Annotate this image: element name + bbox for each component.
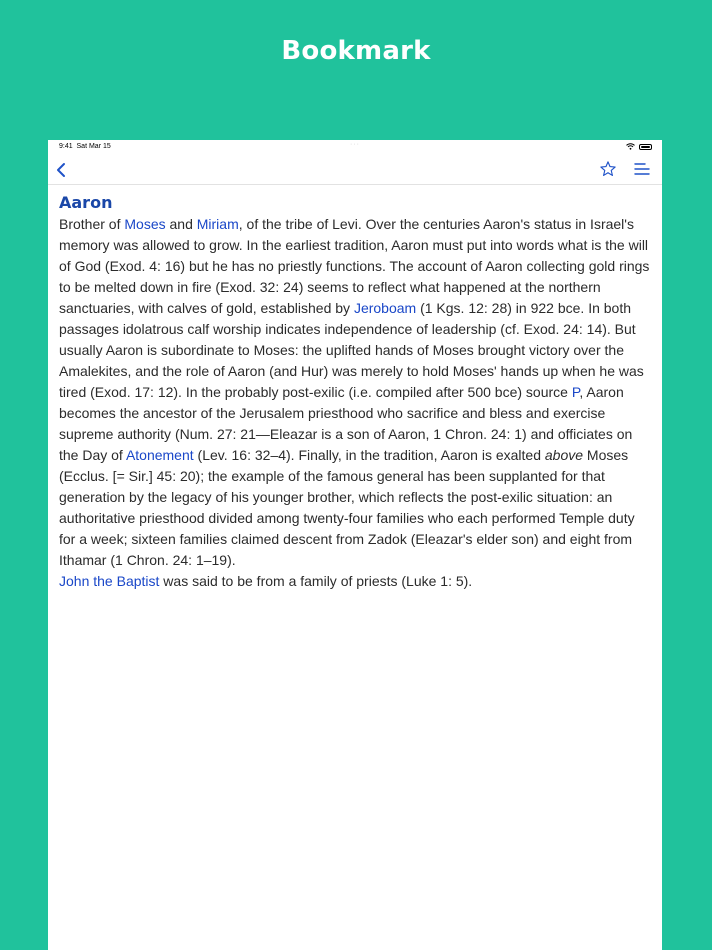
link-p-source[interactable]: P [571, 384, 580, 400]
link-moses[interactable]: Moses [124, 216, 166, 232]
article-title: Aaron [59, 193, 113, 212]
device-screen [48, 140, 662, 950]
status-bar [48, 140, 662, 154]
link-miriam[interactable]: Miriam [196, 216, 239, 232]
link-john-the-baptist[interactable]: John the Baptist [59, 573, 160, 589]
status-time: 9:41 Sat Mar 15 [59, 143, 111, 150]
menu-icon[interactable] [634, 161, 650, 177]
article-footer-paragraph: John the Baptist was said to be from a family of priests (Luke 1: 5). [59, 573, 473, 589]
page-headline: Bookmark [281, 36, 431, 66]
battery-icon [639, 144, 652, 150]
wifi-icon [626, 143, 635, 150]
chevron-left-icon[interactable] [54, 161, 70, 179]
multitasking-dots: ··· [350, 141, 360, 148]
status-indicators [626, 143, 652, 150]
link-jeroboam[interactable]: Jeroboam [353, 300, 417, 316]
navigation-bar [48, 154, 662, 185]
link-atonement[interactable]: Atonement [125, 447, 194, 463]
star-icon[interactable] [599, 160, 617, 178]
article-content [59, 192, 654, 592]
article-body: Brother of Moses and Miriam, of the tribe of Levi. Over the centuries Aaron's status in Israel's memory was allowed to grow. In the earliest tradition, Aaron must put into words what is the will of God (Exod. 4: 16) but he has no priestly functions. The account of Aaron collecting gold rings to be melted down in fire (Exod. 32: 24) seems to reflect what happened at the northern sanctuaries, with calves of gold, established by Jeroboam (1 Kgs. 12: 28) in 922 bce. In both passages idolatrous calf worship indicates independence of leadership (cf. Exod. 24: 14). But usually Aaron is subordinate to Moses: the uplifted hands of Moses brought victory over the Amalekites, and the role of Aaron (and Hur) was merely to hold Moses' hands up when he was tired (Exod. 17: 12). In the probably post-exilic (i.e. compiled after 500 bce) source P, Aaron becomes the ancestor of the Jerusalem priesthood who sacrifice and bless and exercise supreme authority (Num. 27: 21—Eleazar is a son of Aaron, 1 Chron. 24: 1) and officiates on the Day of Atonement (Lev. 16: 32–4). Finally, in the tradition, Aaron is exalted above Moses (Ecclus. [= Sir.] 45: 20); the example of the famous general has been supplanted for that generation by the legacy of his younger brother, which reflects the post-exilic situation: an authoritative priesthood divided among twenty-four families who each performed Temple duty for a week; sixteen families claimed descent from Zadok (Eleazar's elder son) and eight from Ithamar (1 Chron. 24: 1–19). [59, 216, 650, 568]
